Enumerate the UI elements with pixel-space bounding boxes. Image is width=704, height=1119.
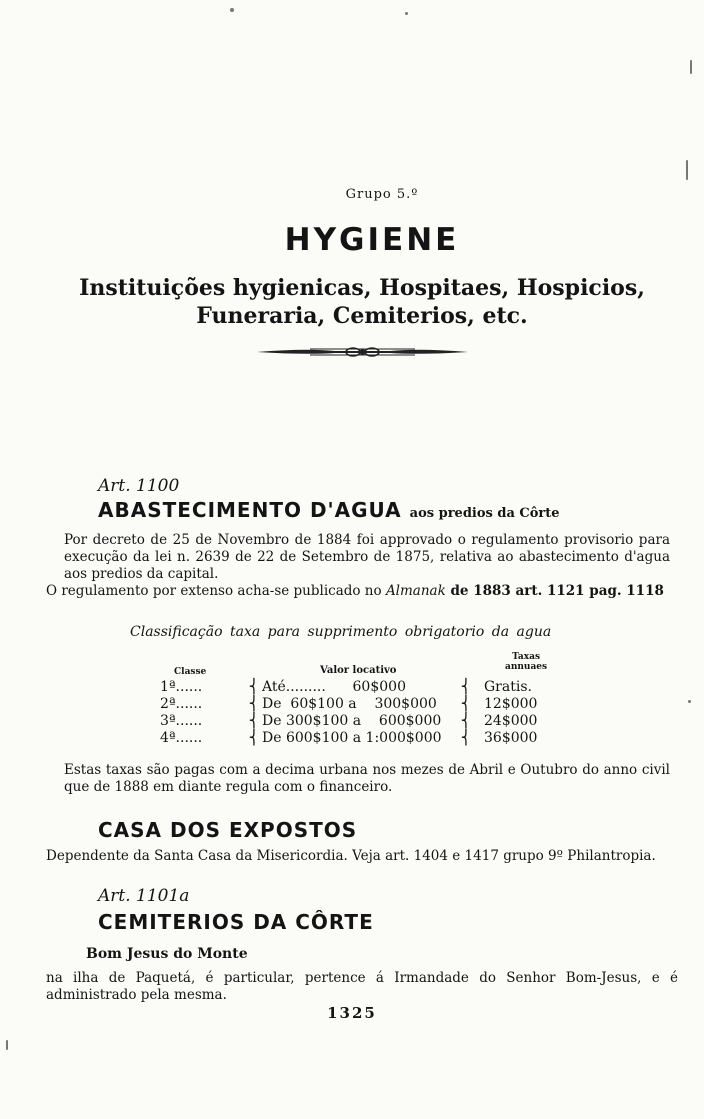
brace: ⎨	[248, 730, 260, 746]
classification-title: Classificação taxa para supprimento obrigatorio da agua	[130, 624, 552, 640]
scan-speck	[690, 60, 692, 74]
page-number: 1325	[327, 1004, 377, 1022]
regulamento-pre: O regulamento por extenso acha-se publicado no	[46, 583, 386, 599]
cell-classe: 4ª......	[160, 730, 203, 746]
cell-taxa: 12$000	[484, 696, 538, 712]
brace: ⎨	[460, 713, 472, 729]
heading-abastecimento-text: ABASTECIMENTO D'AGUA	[98, 498, 402, 522]
paragraph-regulamento	[46, 583, 670, 600]
subtitle-line-2: Funeraria, Cemiterios, etc.	[196, 303, 528, 329]
cell-classe: 2ª......	[160, 696, 203, 712]
scan-speck	[230, 8, 234, 12]
brace: ⎨	[460, 679, 472, 695]
ornament-divider	[255, 344, 470, 360]
brace: ⎨	[248, 696, 260, 712]
cell-taxa: 36$000	[484, 730, 538, 746]
taxas-line2: annuaes	[505, 662, 548, 672]
group-label: Grupo 5.º	[345, 187, 419, 202]
cell-valor: Até......... 60$000	[262, 679, 406, 695]
cell-valor: De 60$100 a 300$000	[262, 696, 437, 712]
brace: ⎨	[460, 696, 472, 712]
brace: ⎨	[248, 679, 260, 695]
table-row	[160, 679, 564, 696]
taxas-line1: Taxas	[512, 652, 541, 662]
paragraph-decreto-text: Por decreto de 25 de Novembro de 1884 foi approvado o regulamento provisorio para execução da lei n. 2639 de 22 de Setembro de 1875, relativa ao abastecimento d'agua aos predios da capital.	[64, 532, 670, 582]
brace: ⎨	[460, 730, 472, 746]
regulamento-almanak: Almanak	[385, 583, 446, 599]
cell-taxa: 24$000	[484, 713, 538, 729]
paragraph-taxas-text: Estas taxas são pagas com a decima urbana nos mezes de Abril e Outubro do anno civil que de 1888 em diante regula com o financeiro.	[64, 762, 670, 795]
paragraph-taxas	[46, 762, 670, 796]
subtitle-line-1: Instituições hygienicas, Hospitaes, Hospicios,	[79, 275, 645, 301]
table-row	[160, 696, 564, 713]
regulamento-post: de 1883 art. 1121 pag. 1118	[445, 583, 664, 599]
table-header-valor: Valor locativo	[320, 665, 397, 676]
page-title: HYGIENE	[284, 222, 460, 258]
cell-valor: De 300$100 a 600$000	[262, 713, 442, 729]
cell-valor: De 600$100 a 1:000$000	[262, 730, 442, 746]
paragraph-casa-dos-expostos: Dependente da Santa Casa da Misericordia. Veja art. 1404 e 1417 grupo 9º Philantropia.	[46, 848, 656, 864]
heading-casa-dos-expostos: CASA DOS EXPOSTOS	[98, 818, 358, 842]
cell-classe: 1ª......	[160, 679, 203, 695]
scan-speck	[6, 1040, 8, 1050]
table-header-classe: Classe	[174, 667, 207, 677]
cell-classe: 3ª......	[160, 713, 203, 729]
tax-table	[160, 679, 564, 747]
scan-speck	[405, 12, 408, 15]
table-row	[160, 730, 564, 747]
subheading-bom-jesus: Bom Jesus do Monte	[86, 946, 248, 962]
scan-speck	[688, 700, 691, 703]
paragraph-decreto	[46, 532, 670, 600]
article-number-1101a: Art. 1101a	[98, 886, 190, 906]
table-header-taxas	[505, 652, 547, 672]
scan-speck	[686, 160, 688, 180]
paragraph-paqueta: na ilha de Paquetá, é particular, pertence á Irmandade do Senhor Bom-Jesus, e é administrado pela mesma.	[46, 970, 678, 1003]
heading-cemiterios: CEMITERIOS DA CÔRTE	[98, 910, 374, 934]
heading-abastecimento-sub: aos predios da Côrte	[409, 506, 560, 521]
table-row	[160, 713, 564, 730]
heading-abastecimento	[98, 498, 560, 522]
brace: ⎨	[248, 713, 260, 729]
cell-taxa: Gratis.	[484, 679, 532, 695]
page-subtitle	[0, 274, 704, 330]
article-number-1100: Art. 1100	[98, 476, 180, 496]
